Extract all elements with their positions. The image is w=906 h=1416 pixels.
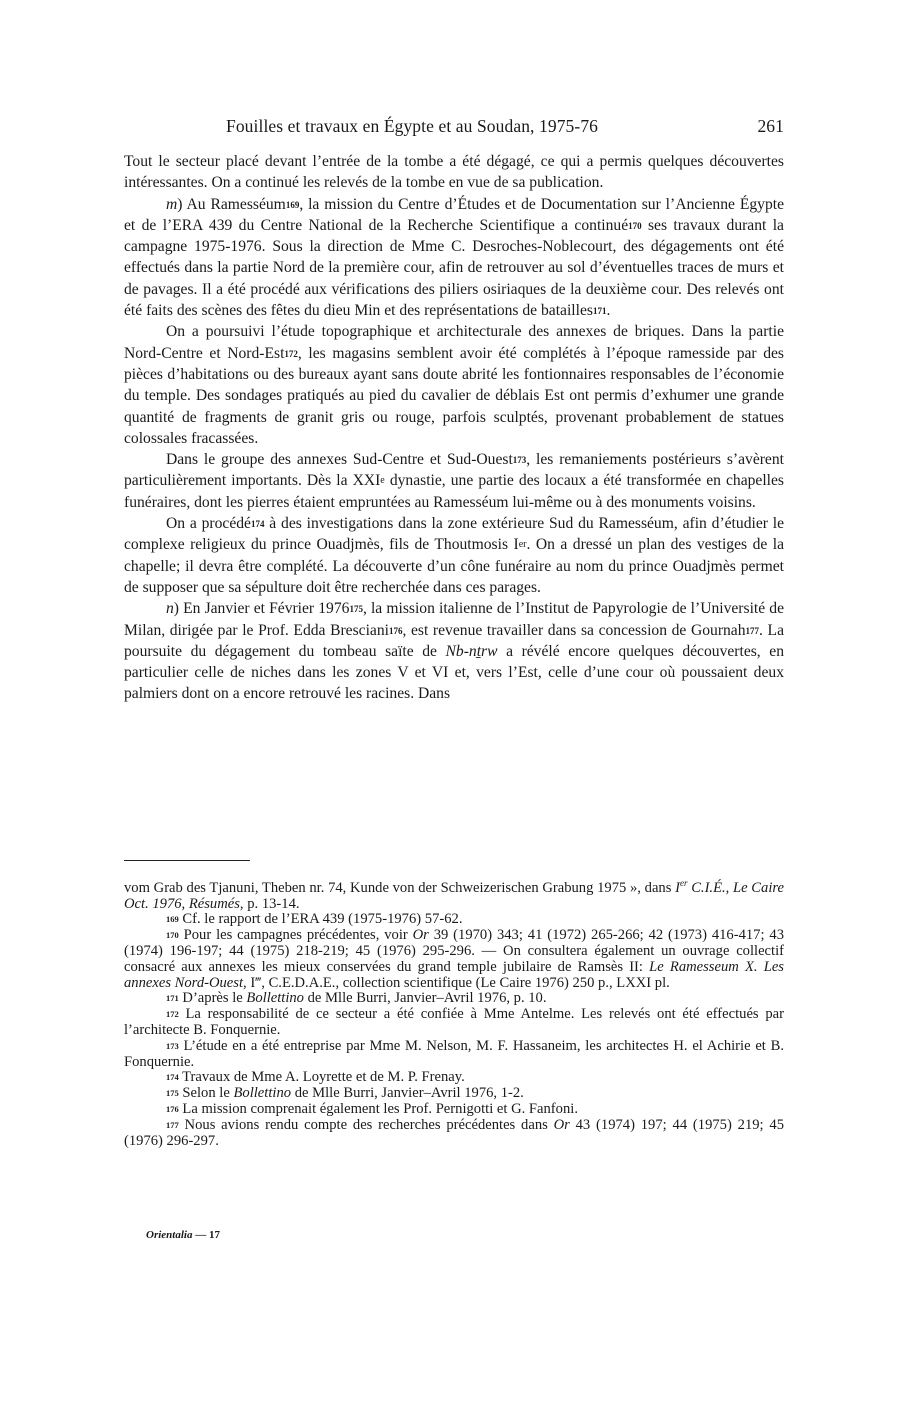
sheet-signature	[146, 1229, 220, 1241]
body-paragraph: n) En Janvier et Février 1976$^{175}$, la mission italienne de l’Institut de Papyrologie de l’Université de Milan, dirigée par le Prof. Edda Bresciani$^{176}$, est revenue travailler dans sa concession de Gournah$^{177}$. La poursuite du dégagement du tombeau saïte de Nb-nṯrw a révélé encore quelques découvertes, en particulier celle de niches dans les zones V et VI et, vers l’Est, celle d’une cour où poussaient deux palmiers dont on a encore retrouvé les racines. Dans	[124, 600, 784, 703]
page-number: 261	[757, 116, 784, 136]
body-paragraph: Dans le groupe des annexes Sud-Centre et Sud-Ouest$^{173}$, les remaniements postérieurs s’avèrent particulièrement importants. Dès la XXIe dynastie, une partie des locaux a été transformée en chapelles funéraires, dont les pierres étaient empruntées au Ramesséum lui-même ou à des monuments voisins.	[124, 451, 784, 511]
body-paragraph: On a procédé$^{174}$ à des investigations dans la zone extérieure Sud du Ramesséum, afin d’étudier le complexe religieux du prince Ouadjmès, fils de Thoutmosis Ier. On a dressé un plan des vestiges de la chapelle; il devra être complété. La découverte d’un cône funéraire au nom du prince Ouadjmès permet de supposer que sa sépulture doit être recherchée dans ces parages.	[124, 515, 785, 596]
footnote: $^{174}$ Travaux de Mme A. Loyrette et de M. P. Frenay.	[166, 1069, 465, 1086]
footnote: $^{173}$ L’étude en a été entreprise par Mme M. Nelson, M. F. Hassaneim, les architectes H. el Achirie et B. Fonquernie.	[124, 1037, 784, 1070]
footnote: $^{176}$ La mission comprenait également les Prof. Pernigotti et G. Fanfoni.	[166, 1101, 578, 1118]
footnote: $^{172}$ La responsabilité de ce secteur a été confiée à Mme Antelme. Les relevés ont été effectués par l’architecte B. Fonquernie.	[124, 1006, 784, 1039]
body-paragraph: m) Au Ramesséum$^{169}$, la mission du Centre d’Études et de Documentation sur l’Ancienne Égypte et de l’ERA 439 du Centre National de la Recherche Scientifique a continué$^{170}$ ses travaux durant la campagne 1975-1976. Sous la direction de Mme C. Desroches-Noblecourt, des dégagements ont été effectués dans la partie Nord de la première cour, afin de retrouver au sol d’éventuelles traces de murs et de pavages. Il a été procédé aux vérifications des piliers osiriaques de la deuxième cour. Des relevés ont été faits des scènes des fêtes du dieu Min et des représentations de batailles$^{171}$.	[124, 195, 785, 320]
footnote: $^{169}$ Cf. le rapport de l’ERA 439 (1975-1976) 57-62.	[166, 911, 463, 928]
footnote-separator	[124, 860, 250, 861]
footnote: $^{175}$ Selon le Bollettino de Mlle Burri, Janvier–Avril 1976, 1-2.	[166, 1085, 524, 1102]
footnote: $^{177}$ Nous avions rendu compte des recherches précédentes dans Or 43 (1974) 197; 44 (1975) 219; 45 (1976) 296-297.	[124, 1116, 784, 1149]
main-text	[124, 151, 784, 705]
body-paragraph: On a poursuivi l’étude topographique et architecturale des annexes de briques. Dans la partie Nord-Centre et Nord-Est$^{172}$, les magasins semblent avoir été complétés à l’époque ramesside par des pièces d’habitations ou des bureaux ayant sans doute abrité les fontionnaires responsables de l’économie du temple. Des sondages pratiqués au pied du cavalier de déblais Est ont permis d’exhumer une grande quantité de fragments de granit gris ou rouge, parfois sculptés, provenant probablement de statues colossales fracassées.	[124, 323, 784, 447]
footnote: $^{171}$ D’après le Bollettino de Mlle Burri, Janvier–Avril 1976, p. 10.	[166, 990, 547, 1007]
footnote: vom Grab des Tjanuni, Theben nr. 74, Kunde von der Schweizerischen Grabung 1975 », dans Ier C.I.É., Le Caire Oct. 1976, Résumés, p. 13-14.	[124, 878, 784, 912]
footnote: $^{170}$ Pour les campagnes précédentes, voir Or 39 (1970) 343; 41 (1972) 265-266; 42 (1973) 416-417; 43 (1974) 196-197; 44 (1975) 218-219; 45 (1976) 295-296. — On consultera également un ouvrage collectif consacré aux annexes les mieux conservées du grand temple jubilaire de Ramsès II: Le Ramesseum X. Les annexes Nord-Ouest, I‴, C.E.D.A.E., collection scientifique (Le Caire 1976) 250 p., LXXI pl.	[124, 927, 784, 991]
journal-name: Orientalia	[146, 1229, 193, 1241]
body-paragraph: Tout le secteur placé devant l’entrée de la tombe a été dégagé, ce qui a permis quelques découvertes intéressantes. On a continué les relevés de la tombe en vue de sa publication.	[124, 153, 784, 192]
sheet-number: — 17	[195, 1229, 220, 1241]
running-title: Fouilles et travaux en Égypte et au Soudan, 1975-76	[226, 116, 599, 136]
footnotes	[124, 876, 784, 1149]
